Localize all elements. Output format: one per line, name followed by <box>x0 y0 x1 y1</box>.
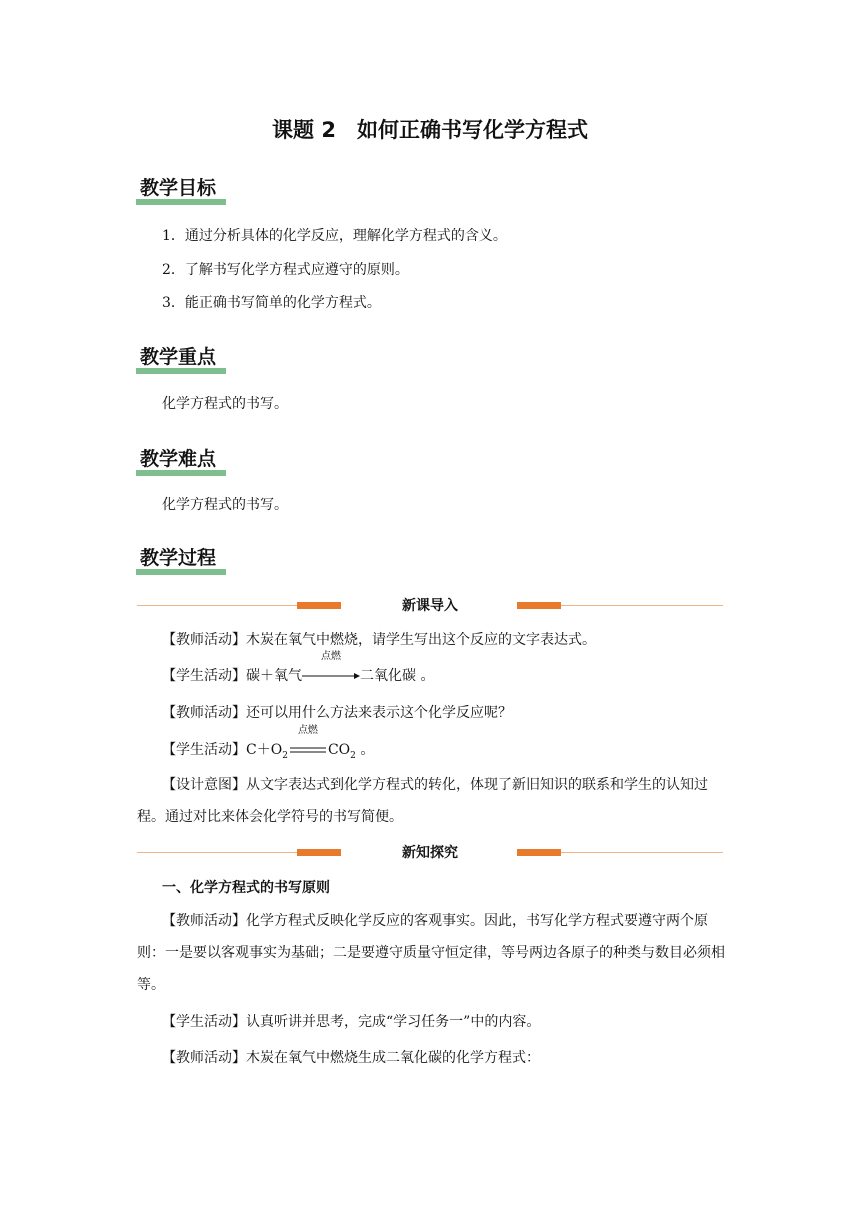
intro-teacher-activity-2: 【教师活动】还可以用什么方法来表示这个化学反应呢？ <box>162 705 512 721</box>
explore-teacher-activity-1: 【教师活动】化学方程式反映化学反应的客观事实。因此，书写化学方程式要遵守两个原则：一是要以客观事实为基础；二是要遵守质量守恒定律，等号两边各原子的种类与数目必须相等。 <box>137 913 725 993</box>
subheading-principles: 一、化学方程式的书写原则 <box>162 880 330 896</box>
goal-item-2: 2．了解书写化学方程式应遵守的原则。 <box>162 262 409 278</box>
intro-teacher-activity-1: 【教师活动】木炭在氧气中燃烧，请学生写出这个反应的文字表达式。 <box>162 632 596 648</box>
goal-item-1: 1．通过分析具体的化学反应，理解化学方程式的含义。 <box>162 228 507 244</box>
section-heading-process: 教学过程 <box>134 545 216 575</box>
intro-student-activity-1: 【学生活动】碳＋氧气 点燃 二氧化碳 。 <box>162 651 435 684</box>
intro-design-intent: 【设计意图】从文字表达式到化学方程式的转化，体现了新旧知识的联系和学生的认知过程。通过对比来体会化学符号的书写简便。 <box>137 777 708 825</box>
arrow-icon <box>302 671 360 681</box>
explore-student-activity-1: 【学生活动】认真听讲并思考，完成“学习任务一”中的内容。 <box>162 1014 541 1030</box>
double-line-icon <box>288 746 328 754</box>
goal-item-3: 3．能正确书写简单的化学方程式。 <box>162 295 381 311</box>
divider-intro: 新课导入 <box>137 596 723 616</box>
section-heading-difficulty: 教学难点 <box>134 446 216 476</box>
key-point-text: 化学方程式的书写。 <box>162 396 288 412</box>
reaction-arrow: 点燃 <box>302 666 360 686</box>
divider-explore: 新知探究 <box>137 843 723 863</box>
reaction-equals: 点燃 <box>288 740 328 760</box>
explore-teacher-activity-2: 【教师活动】木炭在氧气中燃烧生成二氧化碳的化学方程式： <box>162 1050 540 1066</box>
section-heading-goals: 教学目标 <box>134 175 216 205</box>
page-title: 课题 2 如何正确书写化学方程式 <box>272 118 588 142</box>
intro-student-activity-2: 【学生活动】$C+O_2$ 点燃 $CO_2$ 。 <box>162 725 375 761</box>
difficulty-text: 化学方程式的书写。 <box>162 497 288 513</box>
section-heading-key-point: 教学重点 <box>134 344 216 374</box>
